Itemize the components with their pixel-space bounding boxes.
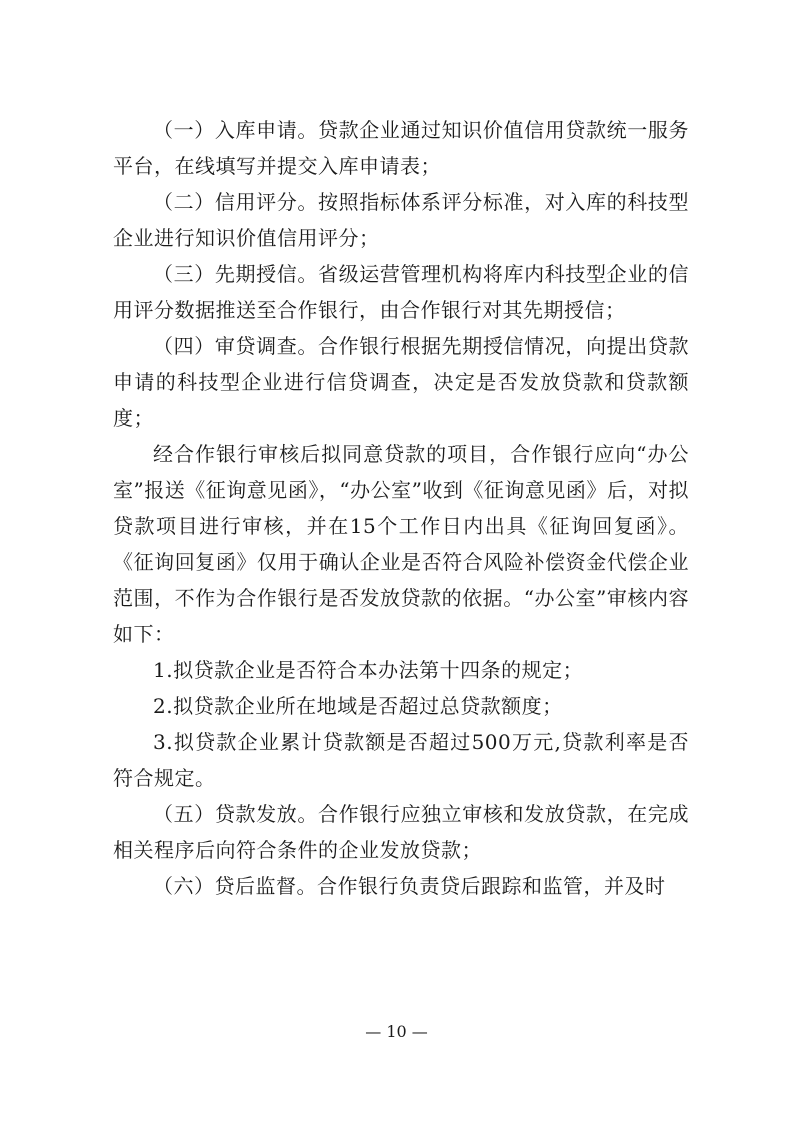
paragraph-post-loan-supervision: （六）贷后监督。合作银行负责贷后跟踪和监管，并及时 bbox=[153, 874, 666, 898]
paragraph-credit-scoring: （二）信用评分。按照指标体系评分标准，对入库的科技型企业进行知识价值信用评分； bbox=[113, 190, 689, 250]
document-body bbox=[113, 112, 689, 904]
paragraph-pre-credit: （三）先期授信。省级运营管理机构将库内科技型企业的信用评分数据推送至合作银行，由合作银行对其先期授信； bbox=[113, 262, 689, 322]
paragraph-review-item-2: 2.拟贷款企业所在地域是否超过总贷款额度； bbox=[153, 694, 563, 718]
paragraph-review-item-1: 1.拟贷款企业是否符合本办法第十四条的规定； bbox=[153, 658, 584, 682]
paragraph-loan-investigation: （四）审贷调查。合作银行根据先期授信情况，向提出贷款申请的科技型企业进行信贷调查，决定是否发放贷款和贷款额度； bbox=[113, 334, 689, 430]
paragraph-loan-issuance: （五）贷款发放。合作银行应独立审核和发放贷款，在完成相关程序后向符合条件的企业发放贷款； bbox=[113, 802, 689, 862]
paragraph-review-procedure: 经合作银行审核后拟同意贷款的项目，合作银行应向“办公室”报送《征询意见函》，“办公室”收到《征询意见函》后，对拟贷款项目进行审核，并在15个工作日内出具《征询回复函》。《征询回复函》仅用于确认企业是否符合风险补偿资金代偿企业范围，不作为合作银行是否发放贷款的依据。“办公室”审核内容如下： bbox=[113, 442, 689, 646]
page-number: — 10 — bbox=[365, 1022, 428, 1041]
paragraph-review-item-3: 3.拟贷款企业累计贷款额是否超过500万元,贷款利率是否符合规定。 bbox=[113, 730, 689, 790]
paragraph-application: （一）入库申请。贷款企业通过知识价值信用贷款统一服务平台，在线填写并提交入库申请表； bbox=[113, 118, 689, 178]
